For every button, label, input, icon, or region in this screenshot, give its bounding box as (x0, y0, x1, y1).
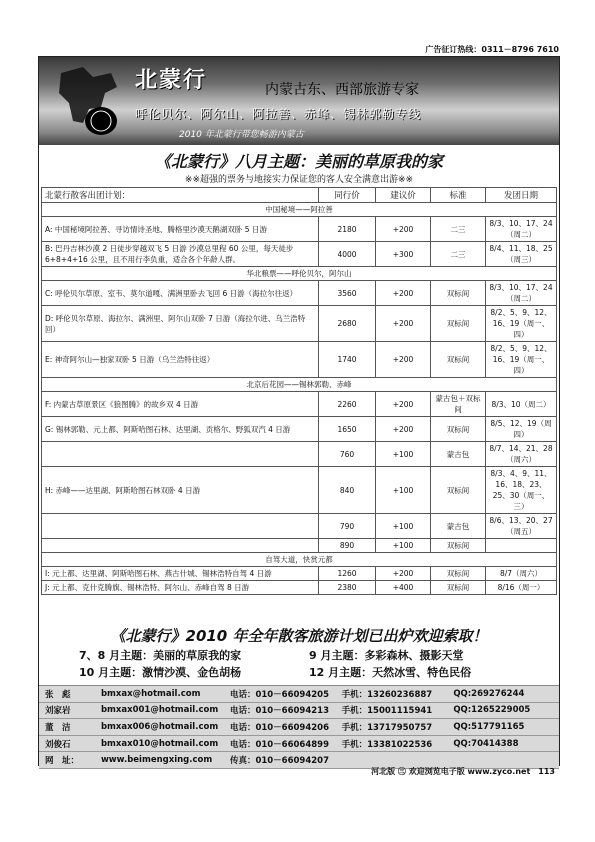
standard-cell: 双标间 (431, 581, 486, 595)
suggested-price-cell: +200 (376, 392, 431, 417)
contact-list (39, 685, 559, 769)
contact-mobile: 手机：13260236887 (341, 689, 433, 700)
ad-hotline: 广告征订热线：0311－8796 7610 (425, 45, 559, 54)
contact-phone: 电话：010－66094213 (229, 706, 329, 717)
contact-row (39, 686, 559, 703)
route-cell (42, 514, 319, 539)
table-row (42, 467, 557, 514)
contact-email: bmxax006@hotmail.com (100, 721, 219, 732)
suggested-price-cell: +300 (376, 242, 431, 267)
suggested-price-cell: +100 (376, 539, 431, 553)
date-cell: 8/3、10、17、24（周二） (486, 217, 557, 242)
standard-cell: 二三 (431, 217, 486, 242)
suggested-price-cell: +200 (376, 417, 431, 442)
header-suggested-price: 建议价 (376, 188, 431, 203)
contact-mobile: 手机：15001115941 (341, 706, 433, 717)
contact-name: 网 址： (45, 756, 80, 767)
standard-cell: 双标间 (431, 567, 486, 581)
suggested-price-cell: +400 (376, 581, 431, 595)
standard-cell: 蒙古包＋双标间 (431, 392, 486, 417)
route-cell: A: 中国秘境阿拉善、寻访情诗圣地、腾格里沙漠天鹅湖双卧 5 日游 (42, 217, 319, 242)
peer-price-cell: 2680 (319, 306, 376, 342)
standard-cell: 双标间 (431, 467, 486, 514)
table-row (42, 281, 557, 306)
standard-cell: 双标间 (431, 306, 486, 342)
contact-email: bmxax@hotmail.com (100, 688, 201, 699)
contact-row (39, 719, 559, 736)
theme-item: 12 月主题：天然冰雪、特色民俗 (309, 666, 472, 679)
suggested-price-cell: +100 (376, 514, 431, 539)
route-cell: J: 元上都、克什克腾旗、锡林浩特、阿尔山、赤峰自驾 8 日游 (42, 581, 319, 595)
section-row (42, 203, 557, 217)
standard-cell: 双标间 (431, 281, 486, 306)
section-title: 中国秘境——阿拉善 (42, 203, 557, 217)
contact-email: bmxax001@hotmail.com (100, 705, 219, 716)
table-row (42, 392, 557, 417)
section-row (42, 378, 557, 392)
route-cell: I: 元上都、达里湖、阿斯哈图石林、燕古什城、锡林浩特自驾 4 日游 (42, 567, 319, 581)
peer-price-cell: 840 (319, 467, 376, 514)
section-row (42, 267, 557, 281)
route-cell: C: 呼伦贝尔草原、室韦、莫尔道嘎、满洲里卧去飞回 6 日游（海拉尔往返） (42, 281, 319, 306)
contact-qq: QQ:269276244 (453, 688, 525, 699)
date-cell: 8/4、11、18、25（周三） (486, 242, 557, 267)
monthly-themes (79, 647, 539, 681)
contact-phone: 传真：010－66094207 (229, 756, 329, 767)
peer-price-cell: 2260 (319, 392, 376, 417)
date-cell: 8/3、10、17、24（周二） (486, 281, 557, 306)
table-header (42, 188, 557, 203)
peer-price-cell: 2180 (319, 217, 376, 242)
standard-cell: 蒙古包 (431, 514, 486, 539)
contact-phone: 电话：010－66094205 (229, 689, 329, 700)
annual-plan-title: 《北蒙行》2010 年全年散客旅游计划已出炉欢迎索取！ (110, 627, 488, 645)
table-row (42, 417, 557, 442)
suggested-price-cell: +100 (376, 442, 431, 467)
theme-row (79, 647, 539, 664)
standard-cell: 双标间 (431, 539, 486, 553)
theme-item: 9 月主题：多彩森林、摄影天堂 (309, 649, 464, 662)
theme-row (79, 664, 539, 681)
tour-schedule-table (41, 187, 557, 595)
date-cell (486, 539, 557, 553)
slogan: ※※超强的票务与地接实力保证您的客人安全满意出游※※ (184, 175, 414, 185)
date-cell: 8/7（周六） (486, 567, 557, 581)
standard-cell: 蒙古包 (431, 442, 486, 467)
peer-price-cell: 4000 (319, 242, 376, 267)
suggested-price-cell: +200 (376, 217, 431, 242)
date-cell: 8/16（周一） (486, 581, 557, 595)
date-cell: 8/6、13、20、27（周五） (486, 514, 557, 539)
contact-phone: 电话：010－66094206 (229, 722, 329, 733)
suggested-price-cell: +200 (376, 342, 431, 378)
contact-qq: QQ:70414388 (453, 738, 519, 749)
route-cell (42, 442, 319, 467)
table-row (42, 442, 557, 467)
peer-price-cell: 790 (319, 514, 376, 539)
table-row (42, 342, 557, 378)
date-cell: 8/2、5、9、12、16、19（周一、四） (486, 306, 557, 342)
mongolia-logo-icon (53, 63, 123, 139)
standard-cell: 二三 (431, 242, 486, 267)
route-cell: G: 锡林郭勒、元上都、阿斯哈图石林、达里湖、贡格尔、野狐双汽 4 日游 (42, 417, 319, 442)
contact-qq: QQ:1265229005 (453, 705, 531, 716)
page-footer: 河北版 ㊂ 欢迎浏览电子版 www.zyco.net 113 (371, 767, 555, 776)
contact-name: 刘家岩 (45, 706, 71, 717)
route-cell: B: 巴丹吉林沙漠 2 日徒步穿越双飞 5 日游 沙漠总里程 60 公里，每天徒步 6+8+4+16 公里，且不用行李负重，适合各个年龄人群。 (42, 242, 319, 267)
section-title: 自驾大道，快赏元都 (42, 553, 557, 567)
theme-item: 10 月主题：激情沙漠、金色胡杨 (79, 666, 242, 679)
table-row (42, 539, 557, 553)
route-cell: E: 神奇阿尔山—独家双卧 5 日游（乌兰浩特往返） (42, 342, 319, 378)
peer-price-cell: 1260 (319, 567, 376, 581)
date-cell: 8/7、14、21、28（周六） (486, 442, 557, 467)
suggested-price-cell: +200 (376, 306, 431, 342)
suggested-price-cell: +100 (376, 467, 431, 514)
brand-tagline: 内蒙古东、西部旅游专家 (265, 82, 419, 98)
contact-qq: QQ:517791165 (453, 721, 525, 732)
peer-price-cell: 3560 (319, 281, 376, 306)
standard-cell: 双标间 (431, 342, 486, 378)
section-title: 华北粮票——呼伦贝尔，阿尔山 (42, 267, 557, 281)
contact-email: bmxax010@hotmail.com (100, 738, 219, 749)
theme-item: 7、8 月主题：美丽的草原我的家 (79, 649, 242, 662)
table-row (42, 581, 557, 595)
advertisement-page (38, 56, 560, 766)
route-cell: D: 呼伦贝尔草原、海拉尔、满洲里、阿尔山双卧 7 日游（海拉尔进、乌兰浩特回） (42, 306, 319, 342)
contact-mobile: 手机：13381022536 (341, 739, 433, 750)
contact-row (39, 736, 559, 753)
contact-mobile: 手机：13717950757 (341, 722, 433, 733)
header-departure-date: 发团日期 (486, 188, 557, 203)
august-theme: 《北蒙行》八月主题：美丽的草原我的家 (154, 152, 443, 171)
peer-price-cell: 1740 (319, 342, 376, 378)
route-cell: H: 赤峰——达里湖、阿斯哈图石林双卧 4 日游 (42, 467, 319, 514)
contact-name: 刘俊石 (45, 739, 71, 750)
banner-subtitle: 2010 年北蒙行带您畅游内蒙古 (179, 130, 304, 140)
route-lines: 呼伦贝尔、阿尔山、阿拉善、赤峰、锡林郭勒专线 (135, 107, 422, 121)
peer-price-cell: 890 (319, 539, 376, 553)
brand-name: 北蒙行 (135, 68, 208, 93)
contact-phone: 电话：010－66064899 (229, 739, 329, 750)
table-row (42, 306, 557, 342)
route-cell: F: 内蒙古草原景区《狼图腾》的故乡双 4 日游 (42, 392, 319, 417)
date-cell: 8/2、5、9、12、16、19（周一、四） (486, 342, 557, 378)
table-row (42, 242, 557, 267)
header-standard: 标准 (431, 188, 486, 203)
contact-email: www.beimengxing.com (100, 755, 213, 766)
peer-price-cell: 760 (319, 442, 376, 467)
peer-price-cell: 1650 (319, 417, 376, 442)
header-route: 北蒙行散客出团计划： (42, 188, 319, 203)
table-row (42, 514, 557, 539)
contact-row (39, 703, 559, 720)
contact-name: 张 彪 (45, 689, 71, 700)
date-cell: 8/5、12、19（周四） (486, 417, 557, 442)
route-cell (42, 539, 319, 553)
peer-price-cell: 2380 (319, 581, 376, 595)
standard-cell: 双标间 (431, 417, 486, 442)
contact-name: 董 洁 (45, 722, 71, 733)
date-cell: 8/3、4、9、11、16、18、23、25、30（周一、三） (486, 467, 557, 514)
suggested-price-cell: +200 (376, 281, 431, 306)
section-row (42, 553, 557, 567)
banner (39, 57, 559, 145)
header-peer-price: 同行价 (319, 188, 376, 203)
section-title: 北京后花园——锡林郭勒、赤峰 (42, 378, 557, 392)
date-cell: 8/3、10（周二） (486, 392, 557, 417)
table-row (42, 217, 557, 242)
suggested-price-cell: +200 (376, 567, 431, 581)
table-row (42, 567, 557, 581)
